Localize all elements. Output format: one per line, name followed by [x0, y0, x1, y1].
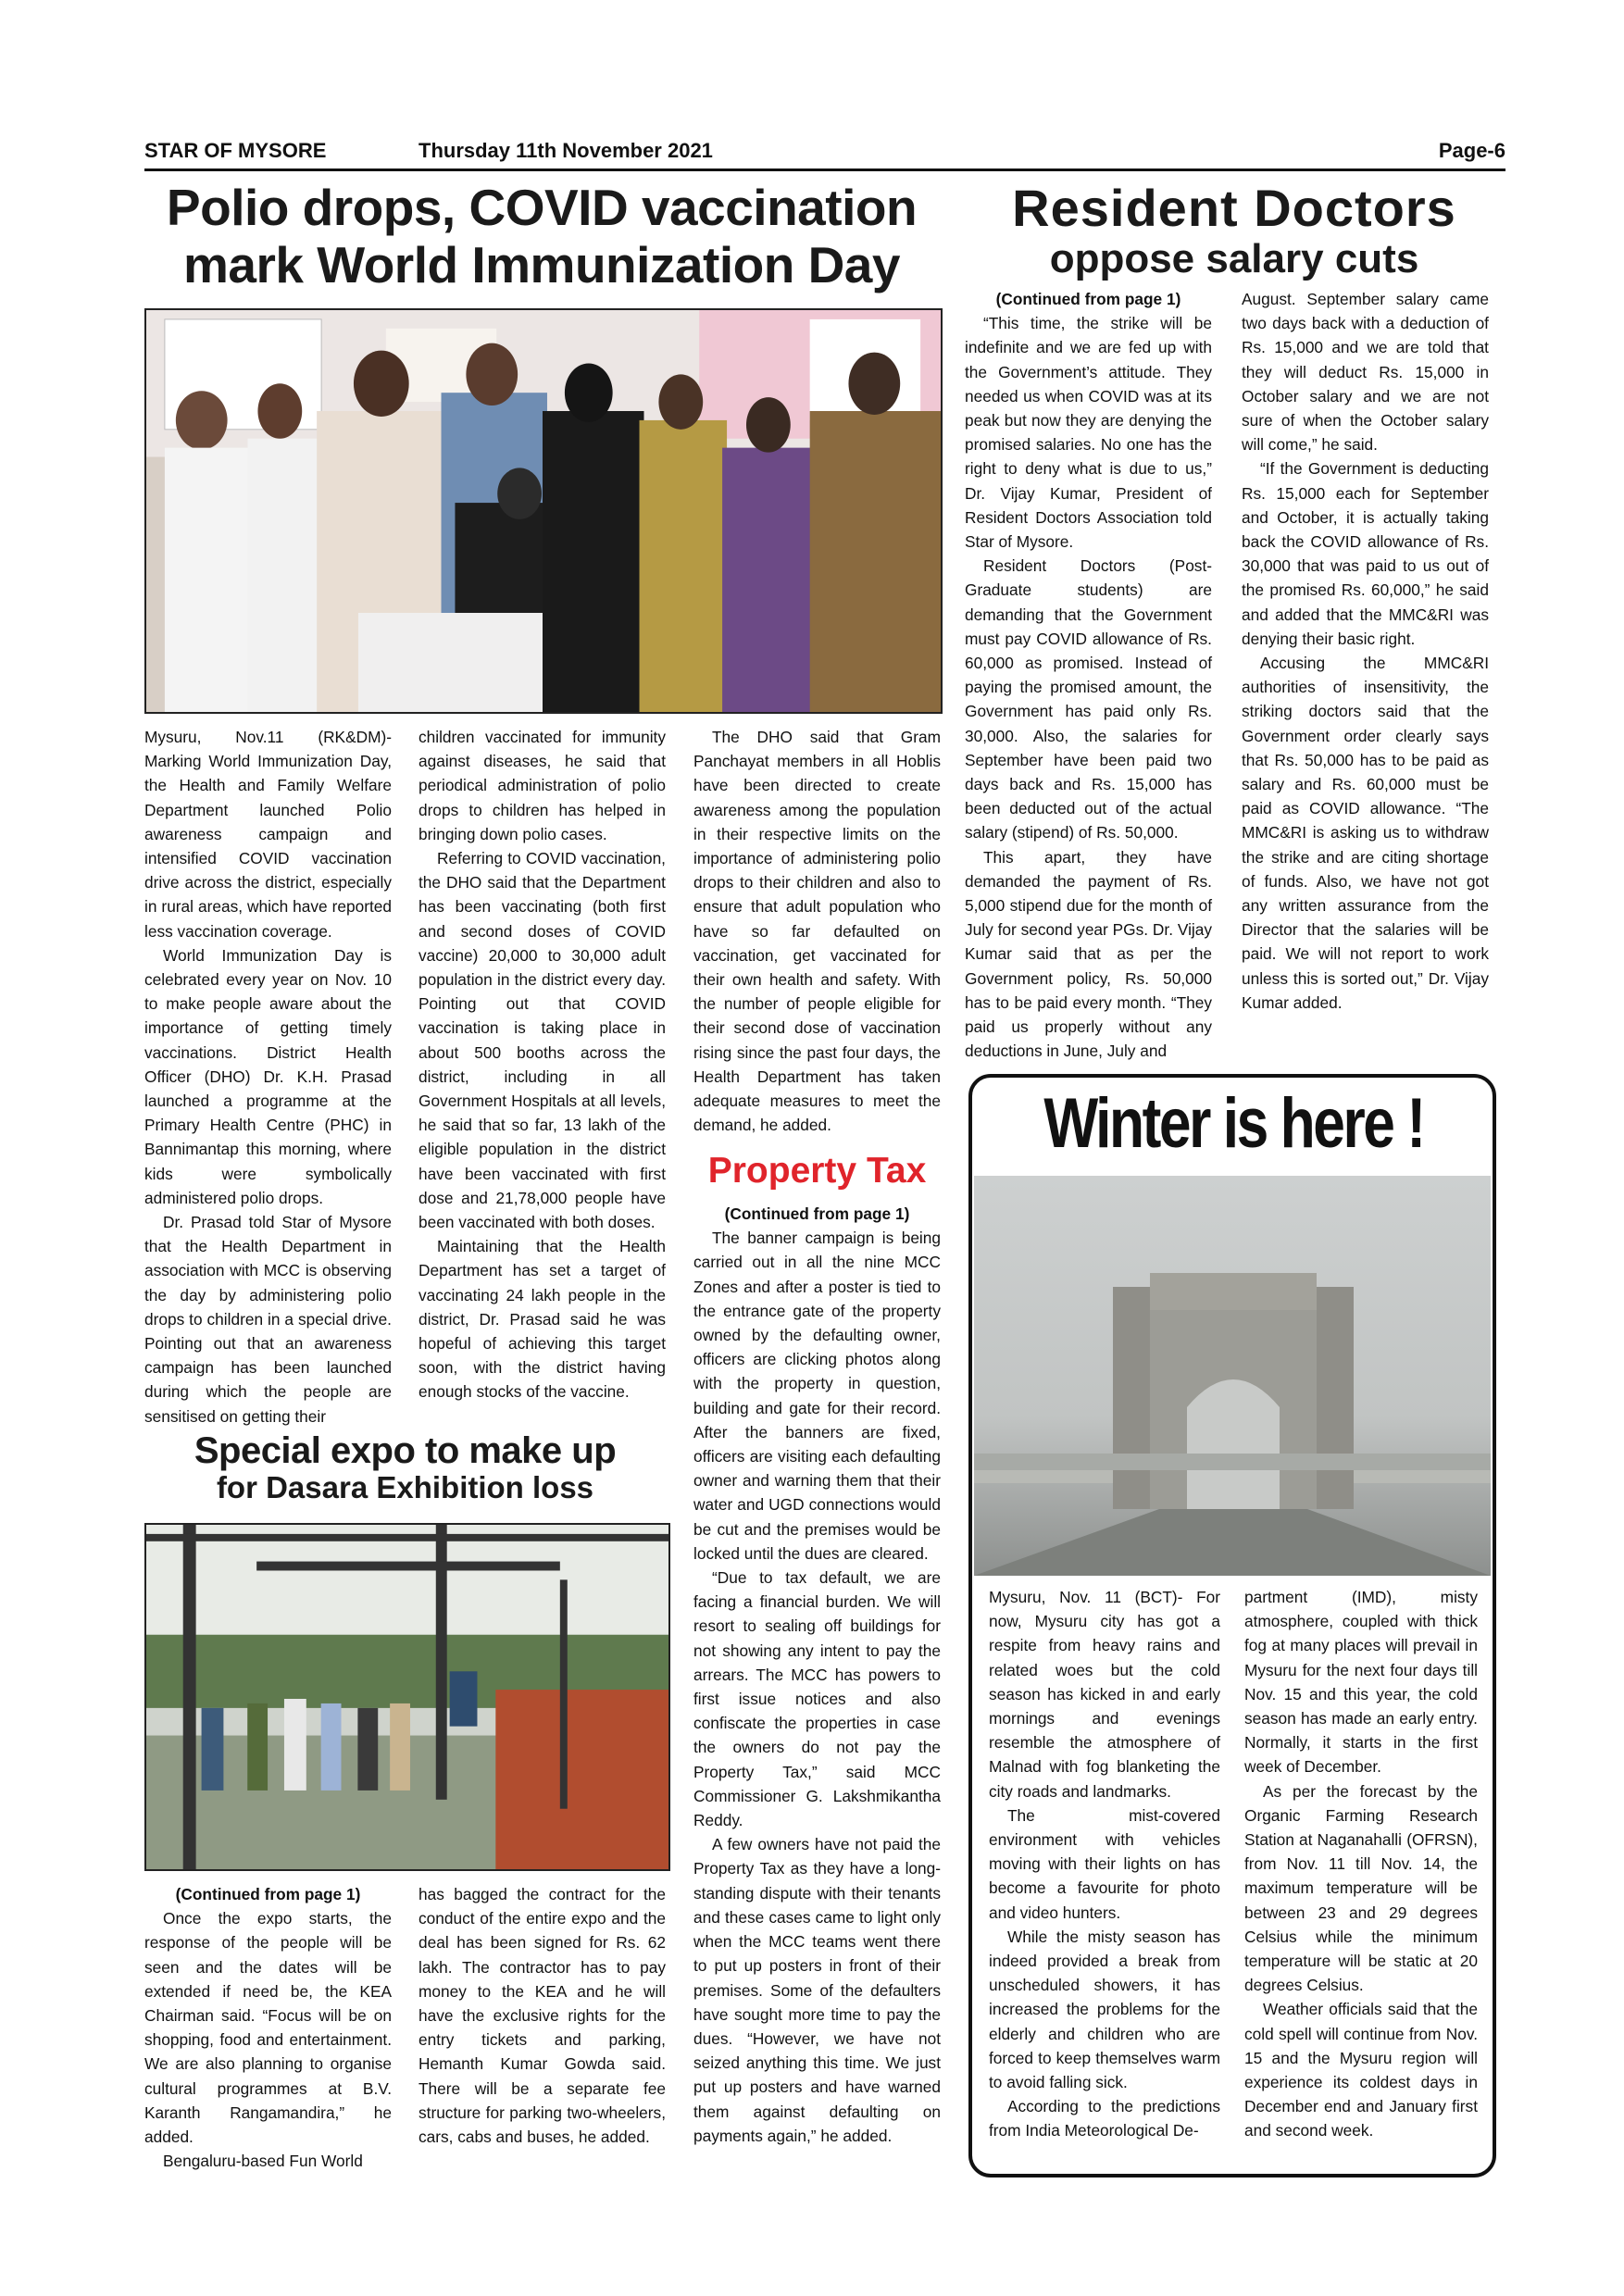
doctors-col1-p1: “This time, the strike will be indefinite and we are fed up with the Government’s attitude. They needed us when COVID was at its peak but now they are denying the promised salaries. No one has the right to deny what is due to us,” Dr. Vijay Kumar, President of Resident Doctors Association told Star of Mysore.: [965, 314, 1212, 552]
property-p3: A few owners have not paid the Property Tax as they have a long-standing dispute with their tenants and these cases came to light only when the MCC teams went there to put up posters in front of their premises. Some of the defaulters have sought more time to pay the dues. “However, we have not seized anything this time. We just put up posters and have warned them against defaulting on payments again,” he added.: [693, 1835, 941, 2145]
polio-headline-line2: mark World Immunization Day: [183, 235, 900, 293]
expo-headline: [139, 1431, 671, 1504]
expo-col1-p2: Bengaluru-based Fun World: [163, 2152, 363, 2171]
winter-col1-p4: According to the predictions from India Meteorological De-: [989, 2097, 1220, 2140]
polio-col1-p2: World Immunization Day is celebrated every year on Nov. 10 to make people aware about the importance of getting timely vaccinations. District Health Officer (DHO) Dr. K.H. Prasad launched a programme at the Primary Health Centre (PHC) in Bannimantap this morning, where kids were symbolically administered polio drops.: [144, 945, 392, 1207]
polio-col-2: [418, 725, 666, 1404]
foggy-palace-gate-photo: [974, 1176, 1491, 1576]
polio-col2-p1: children vaccinated for immunity against diseases, he said that periodical administration of polio drops to children has helped in bringing down polio cases.: [418, 728, 666, 843]
issue-date: Thursday 11th November 2021: [418, 139, 713, 162]
expo-continued-label: (Continued from page 1): [175, 1885, 361, 1903]
polio-col-3: [693, 725, 941, 1137]
expo-col2-p1: has bagged the contract for the conduct of the entire expo and the deal has been signed for Rs. 62 lakh. The contractor has to pay money to the KEA and he will have the exclusive rights for the entry tickets and parking, Hemanth Kumar Gowda said. There will be a separate fee structure for parking two-wheelers, cars, cabs and buses, he added.: [418, 1885, 666, 2147]
winter-col2-p2: As per the forecast by the Organic Farming Research Station at Naganahalli (OFRSN), from Nov. 11 till Nov. 14, the maximum temperature will be between 23 and 29 degrees Celsius while the minimum temperature will be static at 20 degrees Celsius.: [1244, 1781, 1478, 1995]
doctors-col-2: [1242, 287, 1489, 1015]
expo-site-photo: [144, 1523, 670, 1871]
property-p1: The banner campaign is being carried out in all the nine MCC Zones and after a poster is tied to the entrance gate of the property owned by the defaulting owner, officers are clicking photos along with the property in question, building and gate for their record. After the banners are fixed, officers are visiting each defaulting owner and warning them that their water and UGD connections would be cut and the premises would be locked until the dues are cleared.: [693, 1229, 941, 1563]
doctors-col2-p1: August. September salary came two days back with a deduction of Rs. 15,000 and we are told that they will deduct Rs. 15,000 in October salary and we are not sure of when the October salary will come,” he said.: [1242, 290, 1489, 455]
property-tax-headline: Property Tax: [707, 1151, 927, 1191]
masthead: [144, 135, 1505, 168]
polio-headline-line1: Polio drops, COVID vaccination: [166, 179, 918, 236]
doctors-continued-label: (Continued from page 1): [995, 290, 1181, 308]
expo-col-2: [418, 1882, 666, 2149]
doctors-col-1: [965, 287, 1212, 1064]
newspaper-name: STAR OF MYSORE: [144, 139, 327, 162]
polio-col-1: [144, 725, 392, 1429]
polio-headline: [139, 181, 944, 293]
winter-headline: Winter is here !: [1043, 1084, 1424, 1163]
polio-col3-p1: The DHO said that Gram Panchayat members in all Hoblis have been directed to create awareness among the population in their respective limits on the importance of administering polio drops to their children and also to ensure that adult population who have so far defaulted on vaccination, get vaccinated for their own health and safety. With the number of people eligible for their second dose of vaccination rising since the past four days, the Health Department has taken adequate measures to meet the demand, he added.: [693, 728, 941, 1135]
winter-col-1: [989, 1585, 1220, 2143]
doctors-col2-p2: “If the Government is deducting Rs. 15,000 each for September and October, it is actually taking back the COVID allowance of Rs. 30,000 that was paid to us out of the promised Rs. 60,000,” he said and added that the MMC&RI was denying their basic right.: [1242, 459, 1489, 648]
expo-headline-line1: Special expo to make up: [194, 1430, 617, 1471]
expo-col1-p1: Once the expo starts, the response of the people will be seen and the dates will be extended if need be, the KEA Chairman said. “Focus will be on shopping, food and entertainment. We are also planning to organise cultural programmes at B.V. Karanth Rangamandira,” he added.: [144, 1909, 392, 2147]
polio-drops-photo: [144, 308, 943, 714]
winter-col2-p3: Weather officials said that the cold spell will continue from Nov. 15 and the Mysuru region will experience its coldest days in December end and January first and second week.: [1244, 2000, 1478, 2140]
expo-headline-line2: for Dasara Exhibition loss: [216, 1470, 594, 1504]
polio-col2-p3: Maintaining that the Health Department has set a target of vaccinating 24 lakh people in the district, Dr. Prasad said he was hopeful of achieving this target soon, with the district having enough stocks of the vaccine.: [418, 1237, 666, 1402]
doctors-col1-p2: Resident Doctors (Post-Graduate students) are demanding that the Government must pay COVID allowance of Rs. 60,000 as promised. Instead of paying the promised amount, the Government has paid only Rs. 30,000. Also, the salaries for September have been paid two days back and Rs. 15,000 has been deducted out of the actual salary (stipend) of Rs. 50,000.: [965, 556, 1212, 842]
doctors-headline-line2: oppose salary cuts: [1049, 235, 1419, 281]
property-p2: “Due to tax default, we are facing a financial burden. We will resort to sealing off buildings for not showing any intent to pay the arrears. The MCC has powers to first issue notices and also confiscate the properties in case the owners do not pay the Property Tax,” said MCC Commissioner G. Lakshmikantha Reddy.: [693, 1568, 941, 1830]
winter-col1-p3: While the misty season has indeed provided a break from unscheduled showers, it has increased the problems for the elderly and children who are forced to keep themselves warm to avoid falling sick.: [989, 1927, 1220, 2092]
property-tax-body: [693, 1202, 941, 2148]
doctors-headline-line1: Resident Doctors: [1012, 179, 1456, 237]
doctors-col2-p3: Accusing the MMC&RI authorities of insensitivity, the striking doctors said that the Government order clearly says that Rs. 50,000 has to be paid as salary and Rs. 60,000 must be paid as COVID allowance. “The MMC&RI is asking us to withdraw the strike and are citing shortage of funds. Also, we have not got any written assurance from the Director that the salaries will be paid. We will not report to work unless this is sorted out,” Dr. Vijay Kumar added.: [1242, 654, 1489, 1012]
property-continued-label: (Continued from page 1): [724, 1204, 910, 1223]
winter-col2-p1: partment (IMD), misty atmosphere, coupled with thick fog at many places will prevail in Mysuru for the next four days till Nov. 15 and this year, the cold season has made an early entry. Normally, it starts in the first week of December.: [1244, 1588, 1478, 1777]
polio-col2-p2: Referring to COVID vaccination, the DHO said that the Department has been vaccinating (both first and second doses of COVID vaccine) 20,000 to 30,000 adult population in the district every day. Pointing out that COVID vaccination is taking place in about 500 booths across the district, including in all Government Hospitals at all levels, he said that so far, 13 lakh of the eligible population in the district have been vaccinated with first dose and 21,78,000 people have been vaccinated with both doses.: [418, 849, 666, 1232]
page-number: Page-6: [1438, 139, 1505, 162]
polio-col1-p1: Mysuru, Nov.11 (RK&DM)- Marking World Immunization Day, the Health and Family Welfare Department launched Polio awareness campaign and intensified COVID vaccination drive across the district, especially in rural areas, which have reported less vaccination coverage.: [144, 728, 392, 941]
polio-col1-p3: Dr. Prasad told Star of Mysore that the Health Department in association with MCC is observing the day by administering polio drops to children in a special drive. Pointing out that an awareness campaign has been launched during which the people are sensitised on getting their: [144, 1213, 392, 1426]
winter-col1-p1: Mysuru, Nov. 11 (BCT)- For now, Mysuru city has got a respite from heavy rains and related woes but the cold season has kicked in and early mornings and evenings resemble the atmosphere of Malnad with fog blanketing the city roads and landmarks.: [989, 1588, 1220, 1801]
expo-col-1: [144, 1882, 392, 2173]
winter-col-2: [1244, 1585, 1478, 2143]
doctors-headline: [963, 181, 1505, 281]
doctors-col1-p3: This apart, they have demanded the payment of Rs. 5,000 stipend due for the month of July for second year PGs. Dr. Vijay Kumar said that as per the Government policy, Rs. 50,000 has to be paid every month. “They paid us properly without any deductions in June, July and: [965, 847, 1212, 1061]
winter-col1-p2: The mist-covered environment with vehicles moving with their lights on has become a favourite for photo and video hunters.: [989, 1805, 1220, 1922]
masthead-rule: [144, 168, 1505, 171]
